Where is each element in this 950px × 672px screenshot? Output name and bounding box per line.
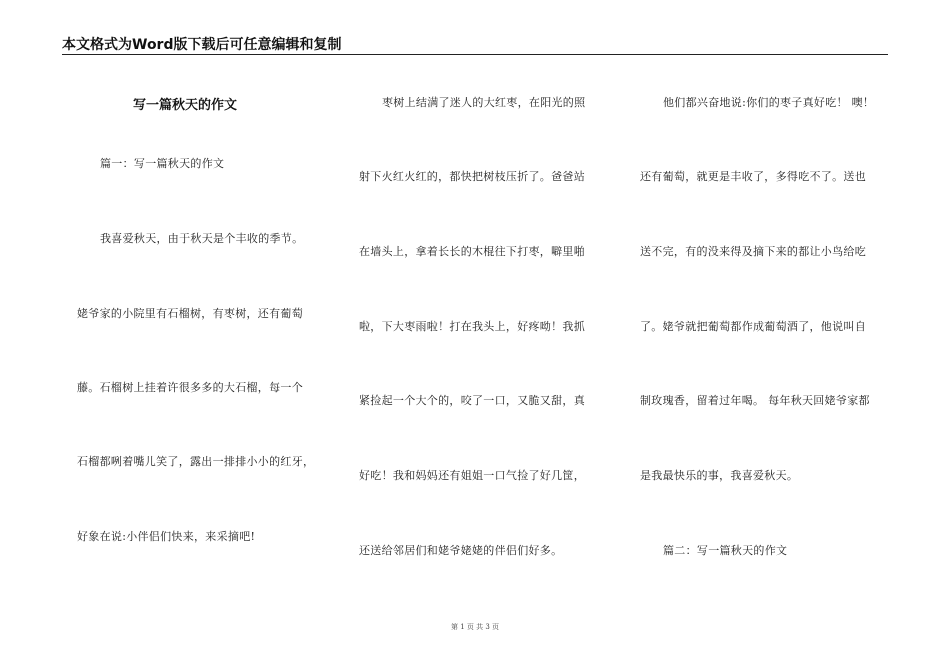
text-line: 篇一：写一篇秋天的作文 xyxy=(100,157,225,170)
text-line: 还送给邻居们和姥爷姥姥的伴侣们好多。 xyxy=(359,544,563,557)
text-line: 制玫瑰香，留着过年喝。 每年秋天回姥爷家都 xyxy=(640,394,870,407)
text-line: 送不完，有的没来得及摘下来的都让小鸟给吃 xyxy=(640,245,866,258)
header-text: 本文格式为Word版下载后可任意编辑和复制 xyxy=(62,37,342,53)
text-line: 还有葡萄，就更是丰收了，多得吃不了。送也 xyxy=(640,170,866,183)
text-line: 了。姥爷就把葡萄都作成葡萄酒了，他说叫自 xyxy=(640,320,866,333)
text-line: 啦，下大枣雨啦！打在我头上，好疼呦！我抓 xyxy=(359,320,585,333)
text-line: 好象在说:小伴侣们快来，来采摘吧! xyxy=(77,530,256,543)
text-line: 姥爷家的小院里有石榴树，有枣树，还有葡萄 xyxy=(77,307,303,320)
page-header xyxy=(62,34,888,55)
text-line: 篇二：写一篇秋天的作文 xyxy=(663,544,788,557)
page-number: 第 1 页 共 3 页 xyxy=(450,623,500,631)
text-line: 紧捡起一个大个的，咬了一口，又脆又甜，真 xyxy=(359,394,585,407)
article-title: 写一篇秋天的作文 xyxy=(133,98,238,113)
text-line: 是我最快乐的事，我喜爱秋天。 xyxy=(640,469,799,482)
text-line: 射下火红火红的，都快把树枝压折了。爸爸站 xyxy=(359,170,585,183)
text-line: 藤。石榴树上挂着许很多多的大石榴，每一个 xyxy=(77,381,303,394)
text-line: 在墙头上，拿着长长的木棍往下打枣，噼里啪 xyxy=(359,245,585,258)
text-line: 他们都兴奋地说:你们的枣子真好吃！ 噢！ xyxy=(663,96,875,109)
text-line: 好吃！我和妈妈还有姐姐一口气捡了好几筐， xyxy=(359,469,585,482)
text-line: 石榴都咧着嘴儿笑了，露出一排排小小的红牙， xyxy=(77,455,315,468)
text-line: 枣树上结满了迷人的大红枣，在阳光的照 xyxy=(382,96,586,109)
text-line: 我喜爱秋天，由于秋天是个丰收的季节。 xyxy=(100,232,304,245)
